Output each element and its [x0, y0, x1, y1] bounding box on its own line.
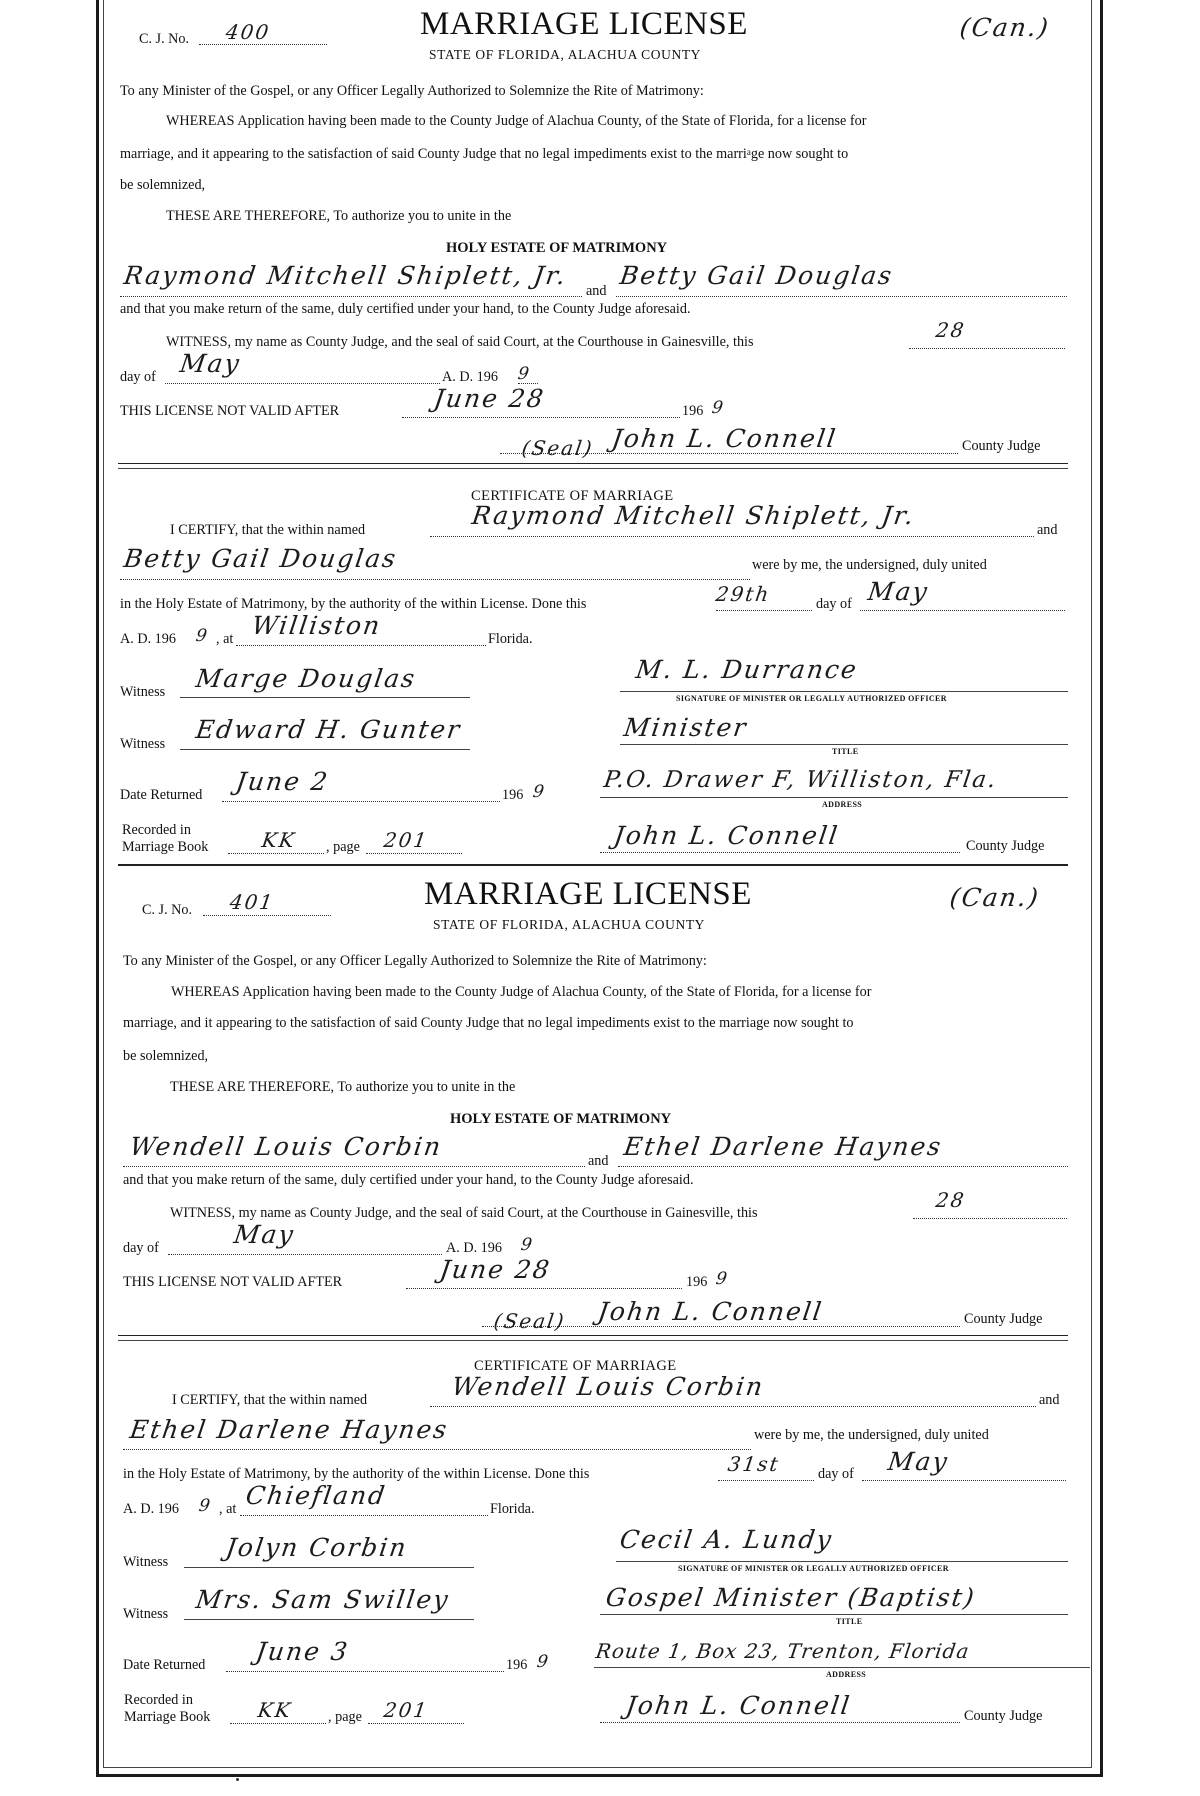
witness-line: WITNESS, my name as County Judge, and the seal of said Court, at the Courthouse in Gainesville, this	[170, 1205, 758, 1221]
cj-number: 400	[224, 20, 272, 44]
whereas-line-1: WHEREAS Application having been made to the County Judge of Alachua County, of the State of Florida, for a license for	[171, 984, 872, 1000]
ad-label: A. D. 196	[446, 1240, 502, 1256]
license-month: May	[178, 349, 243, 378]
holy-estate-heading: HOLY ESTATE OF MATRIMONY	[446, 240, 668, 256]
wedding-place: Williston	[250, 611, 384, 640]
not-valid-date: June 28	[432, 384, 547, 413]
judge-dots	[500, 453, 958, 454]
month-dots	[168, 1254, 442, 1255]
address-to: To any Minister of the Gospel, or any Officer Legally Authorized to Solemnize the Rite of Matrimony:	[123, 953, 707, 969]
officer-address-line	[594, 1667, 1090, 1668]
witness-2-line	[184, 1619, 474, 1620]
title-caption: TITLE	[836, 1617, 863, 1626]
month-dots	[165, 383, 440, 384]
these-are-therefore: THESE ARE THEREFORE, To authorize you to unite in the	[166, 208, 512, 224]
cert-year-digit: 9	[194, 626, 210, 646]
license-year-digit: 9	[519, 1235, 535, 1255]
witness-day-dots	[909, 348, 1065, 349]
title-caption: TITLE	[832, 747, 859, 756]
seal-mark: (Seal)	[520, 436, 596, 460]
book-page: 201	[382, 828, 430, 852]
whereas-line-1: WHEREAS Application having been made to the County Judge of Alachua County, of the State of Florida, for a license for	[166, 113, 867, 129]
page-label: , page	[326, 839, 360, 855]
were-by-me: were by me, the undersigned, duly united	[752, 557, 987, 573]
done-month: May	[886, 1447, 951, 1476]
returned-year-digit: 9	[531, 782, 547, 802]
return-line: and that you make return of the same, duly certified under your hand, to the County Judge aforesaid.	[120, 301, 691, 317]
whereas-line-2: marriage, and it appearing to the satisfaction of said County Judge that no legal impediments exist to the marriage now sought to	[123, 1015, 854, 1031]
witness-2-name: Edward H. Gunter	[194, 715, 464, 744]
recorder-county-judge: County Judge	[966, 838, 1045, 854]
cert-bride-dots	[123, 1449, 751, 1450]
cert-bride-name: Betty Gail Douglas	[122, 544, 400, 573]
and-label: and	[588, 1153, 609, 1169]
witness-2-name: Mrs. Sam Swilley	[194, 1585, 452, 1614]
witness-2-label: Witness	[123, 1606, 169, 1622]
state-county-line: STATE OF FLORIDA, ALACHUA COUNTY	[429, 47, 702, 62]
officer-address: P.O. Drawer F, Williston, Fla.	[602, 767, 1000, 793]
license-separator	[118, 864, 1068, 866]
state-county-line: STATE OF FLORIDA, ALACHUA COUNTY	[433, 917, 706, 932]
return-line: and that you make return of the same, duly certified under your hand, to the County Judge aforesaid.	[123, 1172, 694, 1188]
county-judge-label: County Judge	[964, 1311, 1043, 1327]
officer-signature: Cecil A. Lundy	[618, 1525, 835, 1554]
cert-bride-name: Ethel Darlene Haynes	[128, 1415, 451, 1444]
officer-signature-line	[620, 691, 1068, 692]
witness-1-name: Marge Douglas	[194, 664, 419, 693]
not-valid-dots	[402, 417, 680, 418]
witness-day: 28	[934, 1188, 968, 1212]
license-title: MARRIAGE LICENSE	[424, 876, 752, 912]
i-certify-label: I CERTIFY, that the within named	[170, 522, 366, 538]
day-of-label: day of	[120, 369, 156, 385]
returned-year: 196	[506, 1657, 528, 1673]
bride-dots	[616, 296, 1067, 297]
judge-dots	[482, 1326, 960, 1327]
not-valid-label: THIS LICENSE NOT VALID AFTER	[120, 403, 340, 419]
these-are-therefore: THESE ARE THEREFORE, To authorize you to unite in the	[170, 1079, 516, 1095]
book-letters: KK	[260, 828, 298, 852]
cert-bride-dots	[120, 579, 750, 580]
whereas-line-3: be solemnized,	[123, 1048, 209, 1064]
officer-address-line	[600, 797, 1068, 798]
day-of-label-cert: day of	[816, 596, 852, 612]
recorder-dots	[600, 852, 960, 853]
recorder-signature: John L. Connell	[612, 821, 841, 850]
wedding-place: Chiefland	[244, 1481, 389, 1510]
were-by-me: were by me, the undersigned, duly united	[754, 1427, 989, 1443]
witness-day-dots	[913, 1218, 1067, 1219]
not-valid-year-digit: 9	[710, 398, 726, 418]
judge-signature: John L. Connell	[610, 424, 839, 453]
recorder-signature: John L. Connell	[624, 1691, 853, 1720]
florida-label: Florida.	[490, 1501, 535, 1517]
witness-day: 28	[934, 318, 968, 342]
florida-label: Florida.	[488, 631, 533, 647]
recorder-county-judge: County Judge	[964, 1708, 1043, 1724]
bride-dots	[618, 1166, 1068, 1167]
cj-label: C. J. No.	[139, 31, 190, 47]
date-returned-label: Date Returned	[123, 1657, 206, 1673]
bride-name: Ethel Darlene Haynes	[622, 1132, 945, 1161]
i-certify-label: I CERTIFY, that the within named	[172, 1392, 368, 1408]
cert-at-label: , at	[219, 1501, 237, 1517]
corner-note: (Can.)	[948, 883, 1042, 912]
license-title: MARRIAGE LICENSE	[420, 6, 748, 42]
officer-title: Gospel Minister (Baptist)	[604, 1583, 978, 1612]
witness-1-name: Jolyn Corbin	[224, 1533, 410, 1562]
cert-groom-name: Wendell Louis Corbin	[450, 1372, 767, 1401]
holy-estate-line: in the Holy Estate of Matrimony, by the authority of the within License. Done this	[120, 596, 587, 612]
not-valid-year: 196	[686, 1274, 708, 1290]
cert-groom-dots	[430, 1406, 1036, 1407]
date-returned: June 3	[254, 1637, 351, 1666]
date-returned-dots	[222, 801, 500, 802]
witness-2-label: Witness	[120, 736, 166, 752]
day-of-label-cert: day of	[818, 1466, 854, 1482]
groom-name: Raymond Mitchell Shiplett, Jr.	[122, 261, 569, 290]
address-caption: ADDRESS	[822, 800, 863, 809]
officer-signature-caption: SIGNATURE OF MINISTER OR LEGALLY AUTHORIZED OFFICER	[676, 694, 947, 703]
groom-name: Wendell Louis Corbin	[128, 1132, 445, 1161]
cert-groom-name: Raymond Mitchell Shiplett, Jr.	[470, 501, 917, 530]
groom-dots	[120, 296, 582, 297]
cert-at-label: , at	[216, 631, 234, 647]
officer-address: Route 1, Box 23, Trenton, Florida	[594, 1639, 972, 1663]
returned-year-digit: 9	[535, 1652, 551, 1672]
done-day: 31st	[726, 1452, 782, 1476]
section-divider-thin	[118, 468, 1068, 469]
officer-signature-line	[616, 1561, 1068, 1562]
cert-and-label: and	[1039, 1392, 1060, 1408]
done-day-dots	[718, 1480, 814, 1481]
officer-title-line	[600, 1614, 1068, 1615]
recorder-dots	[600, 1722, 960, 1723]
marriage-book-label: Marriage Book	[124, 1709, 211, 1725]
witness-1-line	[180, 697, 470, 698]
not-valid-label: THIS LICENSE NOT VALID AFTER	[123, 1274, 343, 1290]
date-returned-dots	[226, 1671, 504, 1672]
not-valid-year: 196	[682, 403, 704, 419]
recorded-in-label: Recorded in	[122, 822, 191, 838]
cert-and-label: and	[1037, 522, 1058, 538]
done-day-dots	[716, 610, 812, 611]
page-label: , page	[328, 1709, 362, 1725]
judge-signature: John L. Connell	[596, 1297, 825, 1326]
officer-signature-caption: SIGNATURE OF MINISTER OR LEGALLY AUTHORIZED OFFICER	[678, 1564, 949, 1573]
not-valid-date: June 28	[438, 1255, 553, 1284]
officer-title: Minister	[622, 713, 750, 742]
not-valid-year-digit: 9	[714, 1269, 730, 1289]
recorded-in-label: Recorded in	[124, 1692, 193, 1708]
officer-title-line	[620, 744, 1068, 745]
cj-label: C. J. No.	[142, 902, 193, 918]
book-letters: KK	[256, 1698, 294, 1722]
section-divider-thin	[118, 1340, 1068, 1341]
done-month-dots	[862, 1480, 1066, 1481]
address-to: To any Minister of the Gospel, or any Officer Legally Authorized to Solemnize the Rite of Matrimony:	[120, 83, 704, 99]
section-divider	[118, 463, 1068, 464]
scan-speck	[236, 1778, 239, 1781]
witness-line: WITNESS, my name as County Judge, and the seal of said Court, at the Courthouse in Gainesville, this	[166, 334, 754, 350]
seal-mark: (Seal)	[492, 1309, 568, 1333]
ad-label: A. D. 196	[442, 369, 498, 385]
cert-groom-dots	[430, 536, 1034, 537]
marriage-book-label: Marriage Book	[122, 839, 209, 855]
day-of-label: day of	[123, 1240, 159, 1256]
license-month: May	[232, 1220, 297, 1249]
whereas-line-2: marriage, and it appearing to the satisfaction of said County Judge that no legal impediments exist to the marri$^a$ge now sought to	[120, 146, 849, 162]
done-day: 29th	[714, 582, 773, 606]
witness-1-label: Witness	[120, 684, 166, 700]
county-judge-label: County Judge	[962, 438, 1041, 454]
done-month: May	[866, 577, 931, 606]
place-dots	[236, 645, 486, 646]
address-caption: ADDRESS	[826, 1670, 867, 1679]
cert-title: CERTIFICATE OF MARRIAGE	[474, 1358, 677, 1374]
section-divider	[118, 1335, 1068, 1336]
groom-dots	[123, 1166, 585, 1167]
license-year-digit: 9	[516, 364, 532, 384]
whereas-line-3: be solemnized,	[120, 177, 206, 193]
cert-title: CERTIFICATE OF MARRIAGE	[471, 488, 674, 504]
witness-1-label: Witness	[123, 1554, 169, 1570]
witness-2-line	[180, 749, 470, 750]
cert-ad-label: A. D. 196	[120, 631, 176, 647]
done-month-dots	[860, 610, 1065, 611]
place-dots	[240, 1515, 488, 1516]
date-returned: June 2	[234, 767, 331, 796]
corner-note: (Can.)	[958, 13, 1052, 42]
cert-ad-label: A. D. 196	[123, 1501, 179, 1517]
witness-1-line	[184, 1567, 474, 1568]
date-returned-label: Date Returned	[120, 787, 203, 803]
holy-estate-heading: HOLY ESTATE OF MATRIMONY	[450, 1111, 672, 1127]
holy-estate-line: in the Holy Estate of Matrimony, by the authority of the within License. Done this	[123, 1466, 590, 1482]
cj-number: 401	[228, 890, 276, 914]
book-page: 201	[382, 1698, 430, 1722]
officer-signature: M. L. Durrance	[634, 655, 860, 684]
returned-year: 196	[502, 787, 524, 803]
cert-year-digit: 9	[197, 1496, 213, 1516]
and-label: and	[586, 283, 607, 299]
bride-name: Betty Gail Douglas	[618, 261, 896, 290]
not-valid-dots	[406, 1288, 682, 1289]
